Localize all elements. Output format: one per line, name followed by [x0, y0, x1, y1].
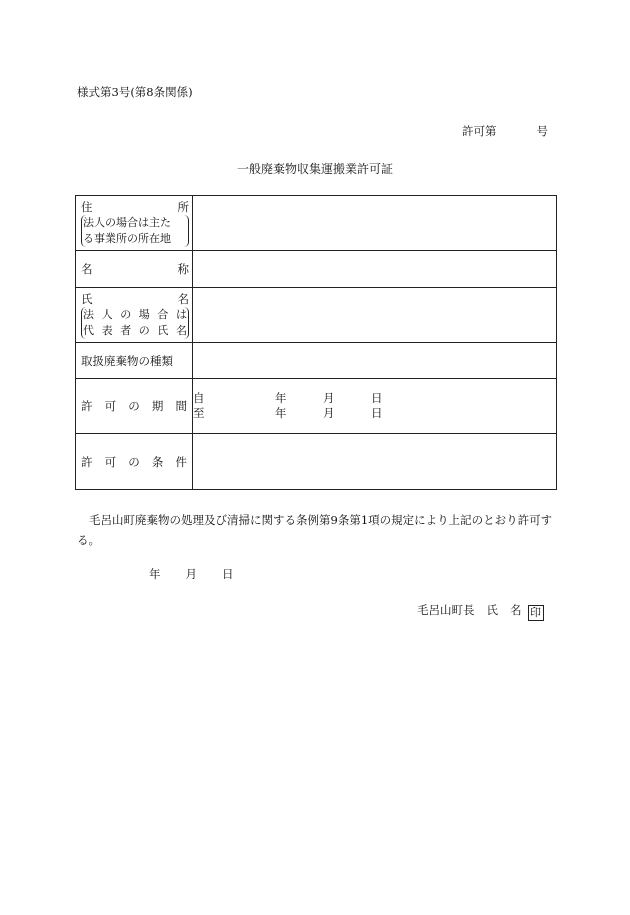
waste-type-value[interactable]: [193, 343, 557, 379]
address-label: 住 所 法人の場合は主た る事業所の所在地: [76, 196, 193, 251]
table-row-conditions: [76, 434, 557, 490]
issuer-signature: 毛呂山町長 氏 名 印: [417, 602, 544, 621]
table-row-period: [76, 379, 557, 434]
name-label: 名 称: [76, 251, 193, 288]
conditions-value[interactable]: [193, 434, 557, 490]
form-number-label: 様式第3号(第8条関係): [77, 85, 193, 99]
conditions-label: 許 可 の 条 件: [76, 434, 193, 490]
permit-statement: 毛呂山町廃棄物の処理及び清掃に関する条例第9条第1項の規定により上記のとおり許可する。: [77, 513, 553, 547]
permit-number-suffix: 号: [536, 124, 548, 138]
period-value[interactable]: [193, 379, 557, 434]
address-value[interactable]: [193, 196, 557, 251]
permit-number-prefix: 許可第: [462, 124, 497, 138]
period-from: 自 年 月 日: [193, 391, 383, 405]
address-note: 法人の場合は主た る事業所の所在地: [81, 215, 189, 247]
seal-icon: 印: [528, 605, 544, 621]
table-row-address: [76, 196, 557, 251]
issuer-title: 毛呂山町長: [417, 603, 475, 617]
permit-table: [75, 195, 557, 490]
table-row-name: [76, 251, 557, 288]
representative-label: 氏 名 法 人 の 場 合 は 代 表 者 の 氏 名: [76, 288, 193, 343]
representative-value[interactable]: [193, 288, 557, 343]
table-row-representative: [76, 288, 557, 343]
table-row-waste-type: [76, 343, 557, 379]
issue-date: 年 月 日: [149, 567, 234, 581]
name-value[interactable]: [193, 251, 557, 288]
period-to: 至 年 月 日: [193, 406, 383, 420]
representative-note: 法 人 の 場 合 は 代 表 者 の 氏 名: [81, 307, 189, 339]
period-label: 許 可 の 期 間: [76, 379, 193, 434]
document-title: 一般廃棄物収集運搬業許可証: [236, 162, 393, 176]
permit-number: [462, 123, 548, 139]
waste-type-label: 取扱廃棄物の種類: [76, 343, 193, 379]
